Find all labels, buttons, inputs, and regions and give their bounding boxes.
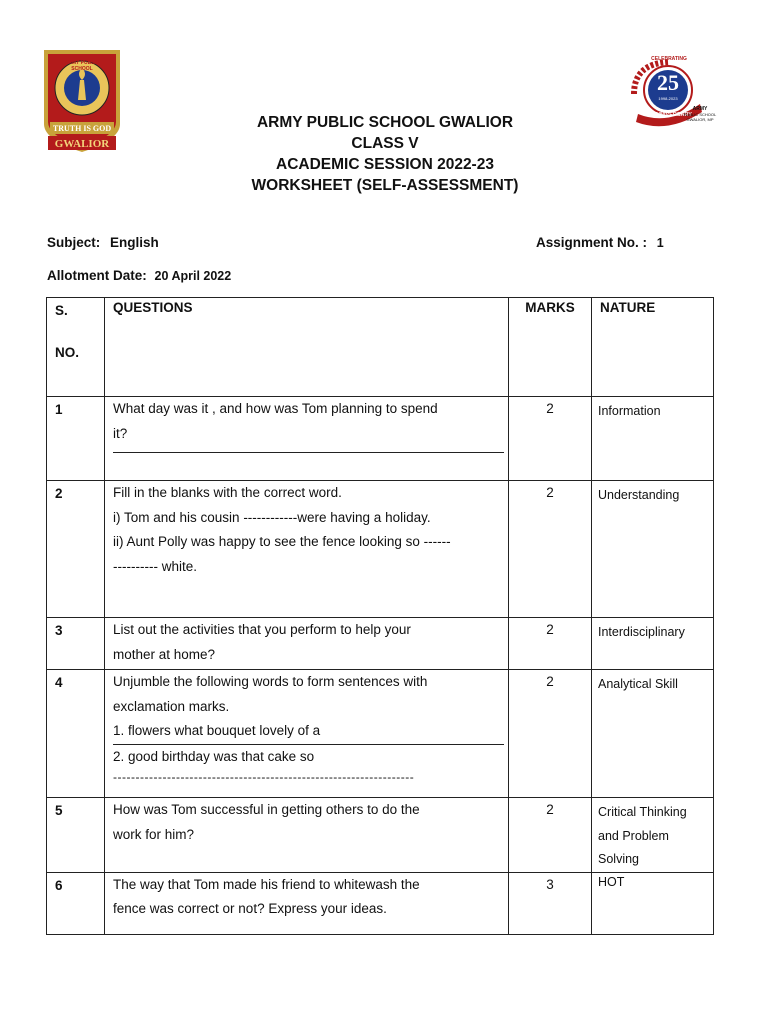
question-text	[105, 481, 509, 618]
table-row	[47, 618, 714, 670]
question-text	[105, 618, 509, 670]
nature-line: Solving	[598, 852, 639, 866]
anniversary-number: 25	[657, 70, 679, 95]
anniversary-sub1: ARMY	[692, 106, 708, 112]
nature-value: HOT	[592, 872, 714, 934]
subject-label: Subject:	[47, 235, 101, 250]
crest-ring-text: ARMY PUBLIC SCHOOL	[64, 60, 100, 72]
header-marks: MARKS	[509, 298, 592, 397]
subject-line	[47, 235, 159, 250]
question-text	[105, 397, 509, 481]
question-text	[105, 872, 509, 934]
row-number: 3	[47, 618, 105, 670]
allotment-value: 20 April 2022	[154, 269, 232, 283]
academic-session: ACADEMIC SESSION 2022-23	[276, 156, 494, 173]
anniversary-ribbon: ANNIVERSARY	[652, 112, 692, 118]
table-header-row	[47, 298, 714, 397]
question-line: What day was it , and how was Tom planning to spend	[113, 401, 438, 416]
question-line: fence was correct or not? Express your ideas.	[113, 901, 387, 916]
marks-value: 2	[509, 397, 592, 481]
question-line: ii) Aunt Polly was happy to see the fence looking so ------	[113, 534, 451, 549]
question-line: mother at home?	[113, 646, 216, 662]
table-row	[47, 798, 714, 873]
subject-value: English	[110, 235, 159, 250]
question-line: ---------- white.	[113, 558, 197, 574]
nature-value: Interdisciplinary	[592, 618, 714, 670]
nature-value: Analytical Skill	[592, 670, 714, 798]
class-name: CLASS V	[351, 135, 419, 152]
anniversary-sub2: PUBLIC SCHOOL	[683, 112, 717, 117]
table-row	[47, 872, 714, 934]
row-number: 5	[47, 798, 105, 873]
allotment-line	[47, 268, 231, 283]
row-number: 2	[47, 481, 105, 618]
marks-value: 3	[509, 872, 592, 934]
document-title	[0, 112, 770, 196]
header-sno-line1: S.	[55, 303, 68, 318]
question-line: Fill in the blanks with the correct word.	[113, 485, 342, 500]
header-questions: QUESTIONS	[105, 298, 509, 397]
question-text	[105, 798, 509, 873]
table-row	[47, 670, 714, 798]
question-line: 1. flowers what bouquet lovely of a	[113, 719, 504, 745]
assignment-value: 1	[656, 236, 664, 250]
question-line: i) Tom and his cousin ------------were having a holiday.	[113, 509, 431, 525]
nature-line: Critical Thinking	[598, 805, 687, 819]
nature-line: and Problem	[598, 828, 669, 843]
question-line: it?	[113, 425, 128, 441]
question-line: The way that Tom made his friend to whitewash the	[113, 876, 420, 892]
nature-value: Information	[592, 397, 714, 481]
row-number: 6	[47, 872, 105, 934]
question-line: 2. good birthday was that cake so	[113, 748, 315, 764]
question-line: How was Tom successful in getting others to do the	[113, 802, 420, 817]
questions-table	[46, 297, 714, 935]
question-line: exclamation marks.	[113, 698, 230, 714]
answer-dash-line: -------------------------------------------------------------------	[113, 770, 415, 784]
marks-value: 2	[509, 670, 592, 798]
anniversary-top-text: CELEBRATING	[651, 56, 687, 62]
anniversary-sub3: GWALIOR, MP	[686, 117, 714, 122]
header-sno	[47, 298, 105, 397]
anniversary-years: 1998-2023	[658, 96, 678, 101]
question-line: Unjumble the following words to form sentences with	[113, 674, 428, 689]
table-row	[47, 397, 714, 481]
row-number: 1	[47, 397, 105, 481]
question-line: work for him?	[113, 826, 195, 842]
assignment-line	[536, 235, 664, 250]
school-name: ARMY PUBLIC SCHOOL GWALIOR	[256, 114, 514, 131]
marks-value: 2	[509, 481, 592, 618]
crest-motto: TRUTH IS GOD	[52, 124, 112, 133]
marks-value: 2	[509, 798, 592, 873]
crest-name: GWALIOR	[54, 138, 110, 150]
nature-value	[592, 798, 714, 873]
header-sno-line2: NO.	[55, 345, 80, 360]
nature-value: Understanding	[592, 481, 714, 618]
question-line: List out the activities that you perform to help your	[113, 622, 411, 637]
assignment-label: Assignment No. :	[536, 235, 648, 250]
header-nature: NATURE	[592, 298, 714, 397]
allotment-label: Allotment Date:	[47, 268, 147, 283]
answer-line	[113, 446, 504, 453]
row-number: 4	[47, 670, 105, 798]
table-row	[47, 481, 714, 618]
worksheet-title: WORKSHEET (SELF-ASSESSMENT)	[251, 177, 519, 194]
question-text	[105, 670, 509, 798]
marks-value: 2	[509, 618, 592, 670]
